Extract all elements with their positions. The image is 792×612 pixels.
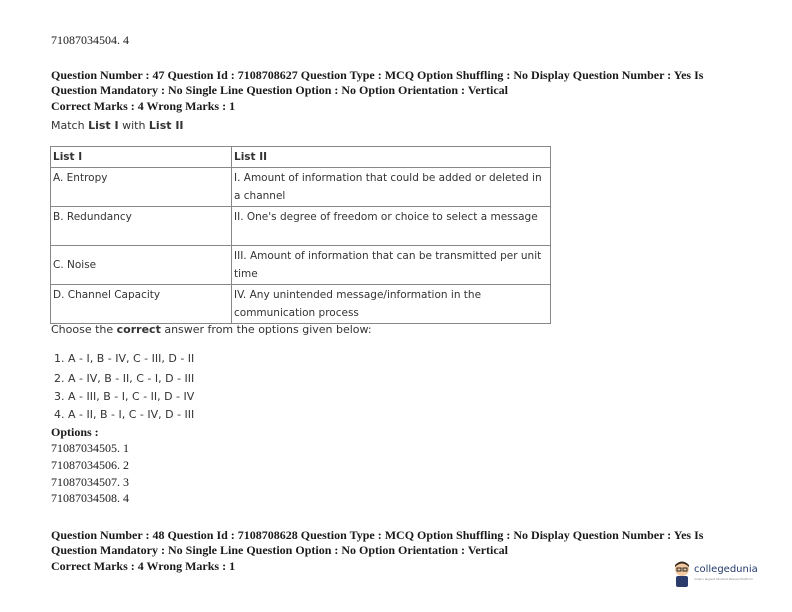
list1-item: B. Redundancy bbox=[51, 207, 232, 246]
match-with: with bbox=[118, 119, 149, 132]
list2-item: I. Amount of information that could be added or deleted in a channel bbox=[232, 168, 551, 207]
list2-item: IV. Any unintended message/information in the communication process bbox=[232, 285, 551, 324]
q48-header: Question Number : 48 Question Id : 7108708628 Question Type : MCQ Option Shuffling : No Display Question Number : Yes Is Question Mandatory : No Single Line Question Option : No Option Orientation : Vertical bbox=[51, 528, 704, 557]
previous-option-id: 71087034504. 4 bbox=[51, 33, 129, 47]
option-id: 71087034508. 4 bbox=[51, 491, 129, 505]
match-prefix: Match bbox=[51, 119, 89, 132]
answer-option: 4. A - II, B - I, C - IV, D - III bbox=[54, 408, 195, 421]
options-label: Options : bbox=[51, 425, 99, 439]
list2-item: II. One's degree of freedom or choice to select a message bbox=[232, 207, 551, 246]
choose-instruction bbox=[51, 323, 372, 336]
match-table bbox=[50, 146, 551, 324]
choose-suffix: answer from the options given below: bbox=[160, 323, 372, 336]
table-row bbox=[51, 168, 551, 207]
match-list1: List I bbox=[88, 119, 119, 132]
list1-item: A. Entropy bbox=[51, 168, 232, 207]
collegedunia-logo bbox=[672, 558, 762, 590]
list1-item: C. Noise bbox=[51, 246, 232, 285]
q48-marks: Correct Marks : 4 Wrong Marks : 1 bbox=[51, 559, 236, 573]
q47-marks: Correct Marks : 4 Wrong Marks : 1 bbox=[51, 99, 236, 113]
answer-option: 2. A - IV, B - II, C - I, D - III bbox=[54, 372, 195, 385]
answer-option: 3. A - III, B - I, C - II, D - IV bbox=[54, 390, 195, 403]
col2-header: List II bbox=[232, 147, 551, 168]
col1-header: List I bbox=[51, 147, 232, 168]
option-id: 71087034506. 2 bbox=[51, 458, 129, 472]
q47-header: Question Number : 47 Question Id : 7108708627 Question Type : MCQ Option Shuffling : No Display Question Number : Yes Is Question Mandatory : No Single Line Question Option : No Option Orientation : Vertical bbox=[51, 68, 704, 97]
logo-tagline: India's largest Student Review Platform bbox=[694, 577, 754, 581]
table-header-row bbox=[51, 147, 551, 168]
list1-item: D. Channel Capacity bbox=[51, 285, 232, 324]
option-id: 71087034507. 3 bbox=[51, 475, 129, 489]
list2-item: III. Amount of information that can be transmitted per unit time bbox=[232, 246, 551, 285]
table-row bbox=[51, 246, 551, 285]
option-id: 71087034505. 1 bbox=[51, 441, 129, 455]
choose-prefix: Choose the bbox=[51, 323, 117, 336]
mascot-icon bbox=[672, 560, 692, 588]
table-row bbox=[51, 207, 551, 246]
logo-name: collegedunia bbox=[694, 564, 758, 575]
answer-option: 1. A - I, B - IV, C - III, D - II bbox=[54, 352, 195, 365]
choose-bold: correct bbox=[116, 323, 161, 336]
table-row bbox=[51, 285, 551, 324]
match-instruction bbox=[51, 119, 184, 132]
match-list2: List II bbox=[148, 119, 184, 132]
